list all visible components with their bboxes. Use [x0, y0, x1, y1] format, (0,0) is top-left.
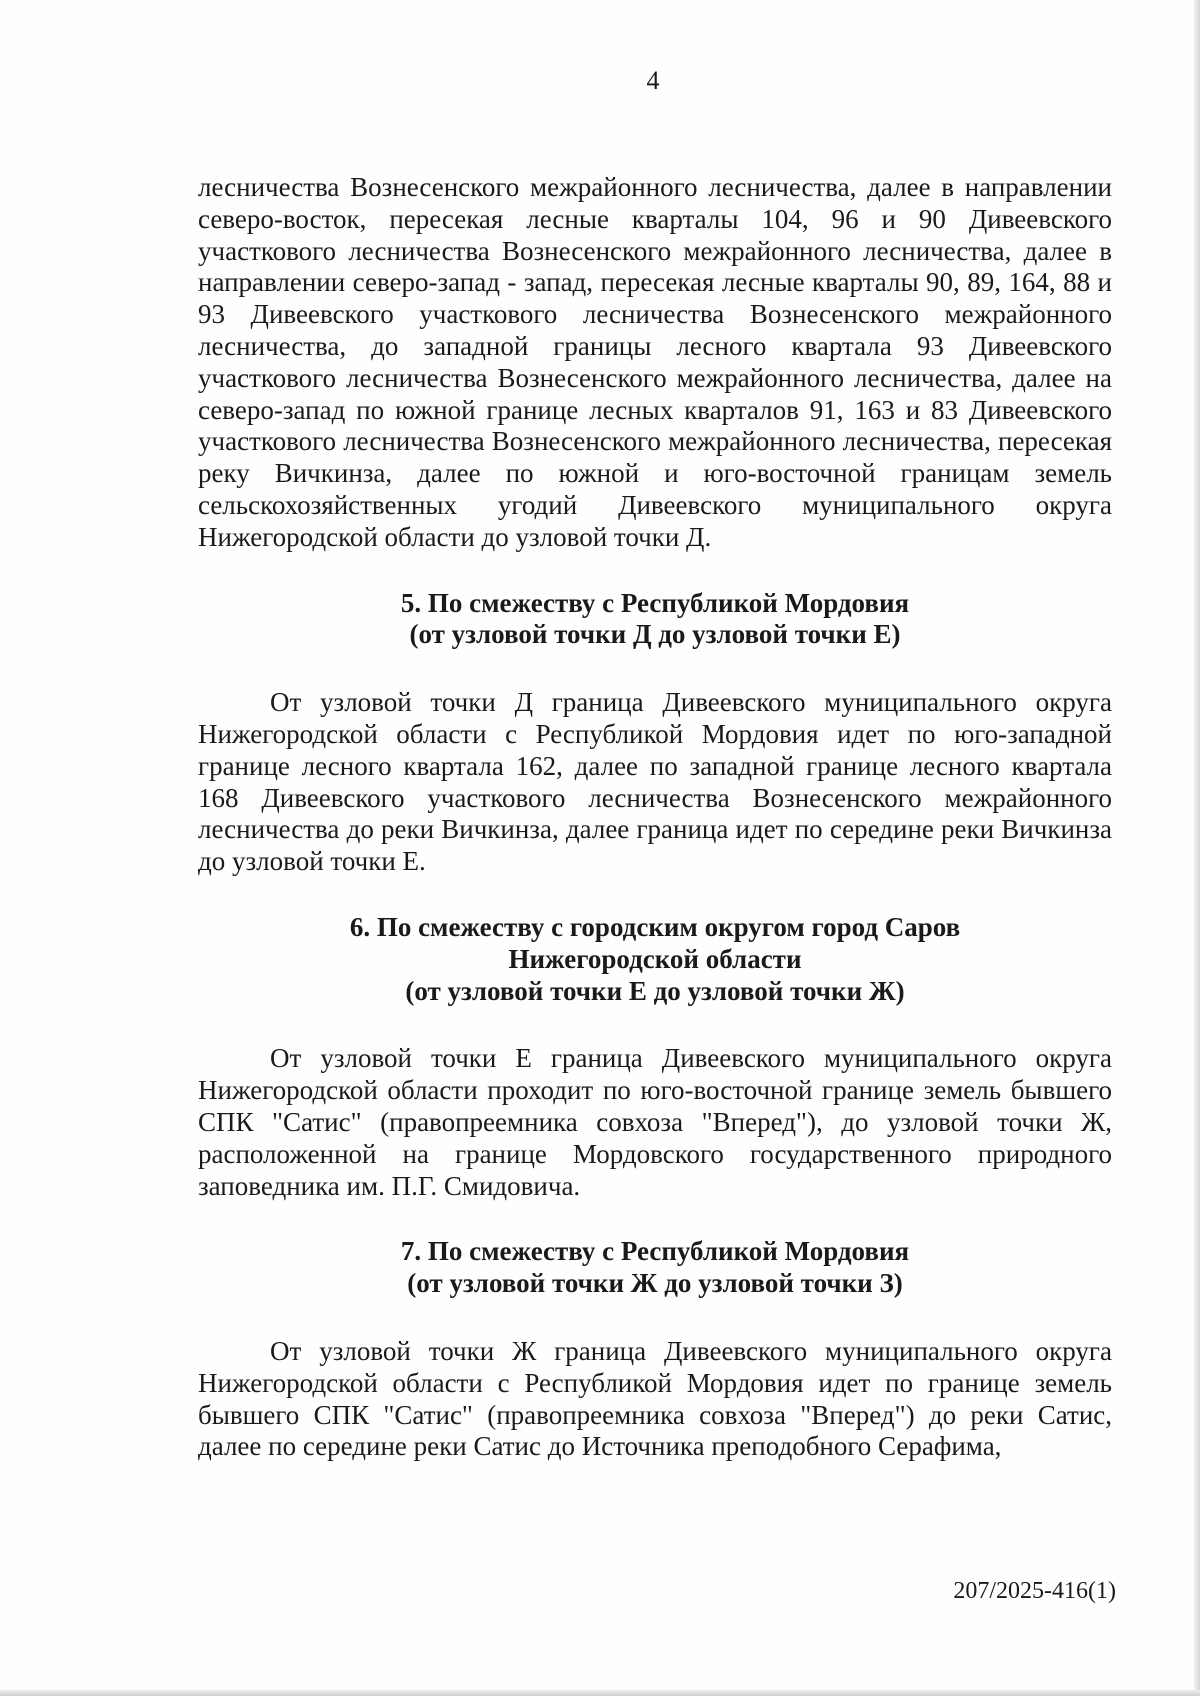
- section-7-heading-line-1: 7. По смежеству с Республикой Мордовия: [400, 1236, 910, 1267]
- section-6-heading-line-3: (от узловой точки Е до узловой точки Ж): [405, 975, 905, 1006]
- section-6-paragraph: От узловой точки Е граница Дивеевского муниципального округа Нижегородской области проходит по юго-восточной границе земель бывшего СПК "Сатис" (правопреемника совхоза "Вперед"), до узловой точки Ж, расположенной на границе Мордовского государственного природного заповедника им. П.Г. Смидовича.: [198, 1043, 1112, 1201]
- section-7-heading: [198, 1236, 1112, 1300]
- section-7-paragraph: От узловой точки Ж граница Дивеевского муниципального округа Нижегородской области с Республикой Мордовия идет по границе земель бывшего СПК "Сатис" (правопреемника совхоза "Вперед") до реки Сатис, далее по середине реки Сатис до Источника преподобного Серафима,: [198, 1335, 1112, 1462]
- section-7-heading-line-2: (от узловой точки Ж до узловой точки З): [407, 1268, 903, 1299]
- section-6-heading: [198, 912, 1112, 1007]
- scan-edge-bottom: [0, 1690, 1200, 1696]
- section-5-paragraph: От узловой точки Д граница Дивеевского муниципального округа Нижегородской области с Республикой Мордовия идет по юго-западной границе лесного квартала 162, далее по западной границе лесного квартала 168 Дивеевского участкового лесничества Вознесенского межрайонного лесничества до реки Вичкинза, далее граница идет по середине реки Вичкинза до узловой точки Е.: [198, 687, 1112, 877]
- document-body: [198, 172, 1112, 1463]
- intro-paragraph: лесничества Вознесенского межрайонного лесничества, далее в направлении северо-восток, пересекая лесные кварталы 104, 96 и 90 Дивеевского участкового лесничества Вознесенского межрайонного лесничества, далее в направлении северо-запад - запад, пересекая лесные кварталы 90, 89, 164, 88 и 93 Дивеевского участкового лесничества Вознесенского межрайонного лесничества, до западной границы лесного квартала 93 Дивеевского участкового лесничества Вознесенского межрайонного лесничества, далее на северо-запад по южной границе лесных кварталов 91, 163 и 83 Дивеевского участкового лесничества Вознесенского межрайонного лесничества, пересекая реку Вичкинза, далее по южной и юго-восточной границам земель сельскохозяйственных угодий Дивеевского муниципального округа Нижегородской области до узловой точки Д.: [198, 172, 1112, 552]
- scan-edge-right: [1194, 0, 1200, 1696]
- page-number: 4: [646, 66, 660, 95]
- section-6-heading-line-1: 6. По смежеству с городским округом город Саров: [349, 911, 961, 942]
- document-number: 207/2025-416(1): [953, 1578, 1116, 1604]
- section-6-heading-line-2: Нижегородской области: [508, 943, 802, 974]
- section-5-heading-line-2: (от узловой точки Д до узловой точки Е): [409, 619, 901, 650]
- section-5-heading-line-1: 5. По смежеству с Республикой Мордовия: [400, 587, 910, 618]
- section-5-heading: [198, 588, 1112, 652]
